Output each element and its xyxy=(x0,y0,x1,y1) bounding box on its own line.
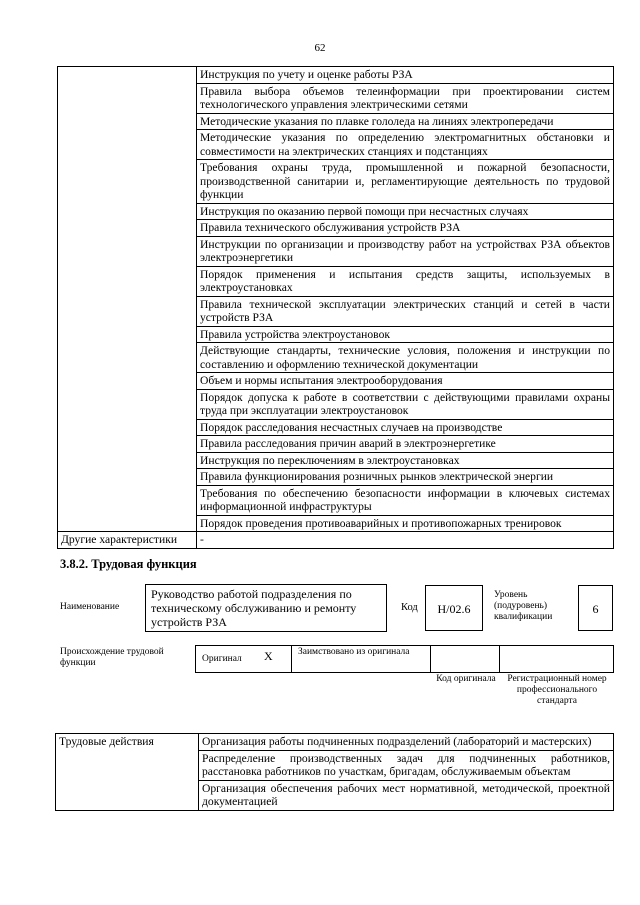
level-value-box xyxy=(578,585,613,631)
labor-action-item: Организация обеспечения рабочих мест нормативной, методической, проектной документацией xyxy=(199,780,614,810)
original-mark: X xyxy=(264,649,273,663)
requirement-item: Правила функционирования розничных рынков электрической энергии xyxy=(197,469,614,486)
requirement-item: Инструкция по переключениям в электроустановках xyxy=(197,452,614,469)
original-label: Оригинал xyxy=(202,654,242,664)
code-original-box xyxy=(430,645,500,673)
code-label: Код xyxy=(401,602,418,613)
page-number: 62 xyxy=(314,42,326,54)
requirement-item: Правила технического обслуживания устройств РЗА xyxy=(197,220,614,237)
level-value: 6 xyxy=(592,602,599,616)
requirement-item: Методические указания по плавке гололеда на линиях электропередачи xyxy=(197,113,614,130)
requirement-item: Инструкция по оказанию первой помощи при несчастных случаях xyxy=(197,203,614,220)
requirement-item: Порядок допуска к работе в соответствии с действующими правилами охраны труда при эксплуатации электроустановок xyxy=(197,389,614,419)
requirement-item: Порядок проведения противоаварийных и противопожарных тренировок xyxy=(197,515,614,532)
requirement-item: Правила выбора объемов телеинформации при проектировании систем технологического управления электрическими сетями xyxy=(197,83,614,113)
requirement-item: Требования по обеспечению безопасности информации в ключевых системах информационной инфраструктуры xyxy=(197,485,614,515)
requirements-table xyxy=(57,66,614,549)
reg-number-label: Регистрационный номер профессионального стандарта xyxy=(507,674,607,706)
requirement-item: Действующие стандарты, технические условия, положения и инструкции по составлению и оформлению технической документации xyxy=(197,343,614,373)
actions-table xyxy=(55,733,614,811)
table-row xyxy=(56,734,614,751)
requirement-item: Правила технической эксплуатации электрических станций и сетей в части устройств РЗА xyxy=(197,296,614,326)
level-label: Уровень (подуровень) квалификации xyxy=(494,590,553,622)
name-value: Руководство работой подразделения по техническому обслуживанию и ремонту устройств РЗА xyxy=(151,587,357,629)
code-value: H/02.6 xyxy=(437,602,471,616)
requirement-item: Порядок расследования несчастных случаев на производстве xyxy=(197,419,614,436)
section-heading: 3.8.2. Трудовая функция xyxy=(60,557,197,571)
requirement-item: Методические указания по определению электромагнитных обстановки и совместимости на электрических станциях и подстанциях xyxy=(197,130,614,160)
requirement-item: Инструкция по учету и оценке работы РЗА xyxy=(197,67,614,84)
labor-actions-label: Трудовые действия xyxy=(56,734,199,811)
table-row xyxy=(58,67,614,84)
requirement-item: Правила расследования причин аварий в электроэнергетике xyxy=(197,436,614,453)
requirement-item: Порядок применения и испытания средств защиты, используемых в электроустановках xyxy=(197,266,614,296)
borrowed-label: Заимствовано из оригинала xyxy=(298,647,410,657)
labor-action-item: Организация работы подчиненных подразделений (лабораторий и мастерских) xyxy=(199,734,614,751)
other-characteristics-label: Другие характеристики xyxy=(58,532,197,549)
reg-number-box xyxy=(499,645,614,673)
labor-action-item: Распределение производственных задач для подчиненных работников, расстановка работников по участкам, бригадам, обслуживаемым объектам xyxy=(199,750,614,780)
requirements-label-cell xyxy=(58,67,197,532)
code-value-box xyxy=(425,585,483,631)
requirement-item: Требования охраны труда, промышленной и пожарной безопасности, производственной санитарии и, регламентирующие деятельность по трудовой функции xyxy=(197,160,614,204)
other-characteristics-value: - xyxy=(197,532,614,549)
origin-label: Происхождение трудовой функции xyxy=(60,647,164,668)
borrowed-box xyxy=(291,645,431,673)
name-label: Наименование xyxy=(60,602,120,612)
requirement-item: Инструкции по организации и производству работ на устройствах РЗА объектов электроэнергетики xyxy=(197,236,614,266)
name-value-box xyxy=(145,584,387,632)
code-original-label: Код оригинала xyxy=(436,674,496,684)
original-box xyxy=(195,645,292,673)
requirement-item: Объем и нормы испытания электрооборудования xyxy=(197,373,614,390)
other-row xyxy=(58,532,614,549)
requirement-item: Правила устройства электроустановок xyxy=(197,326,614,343)
